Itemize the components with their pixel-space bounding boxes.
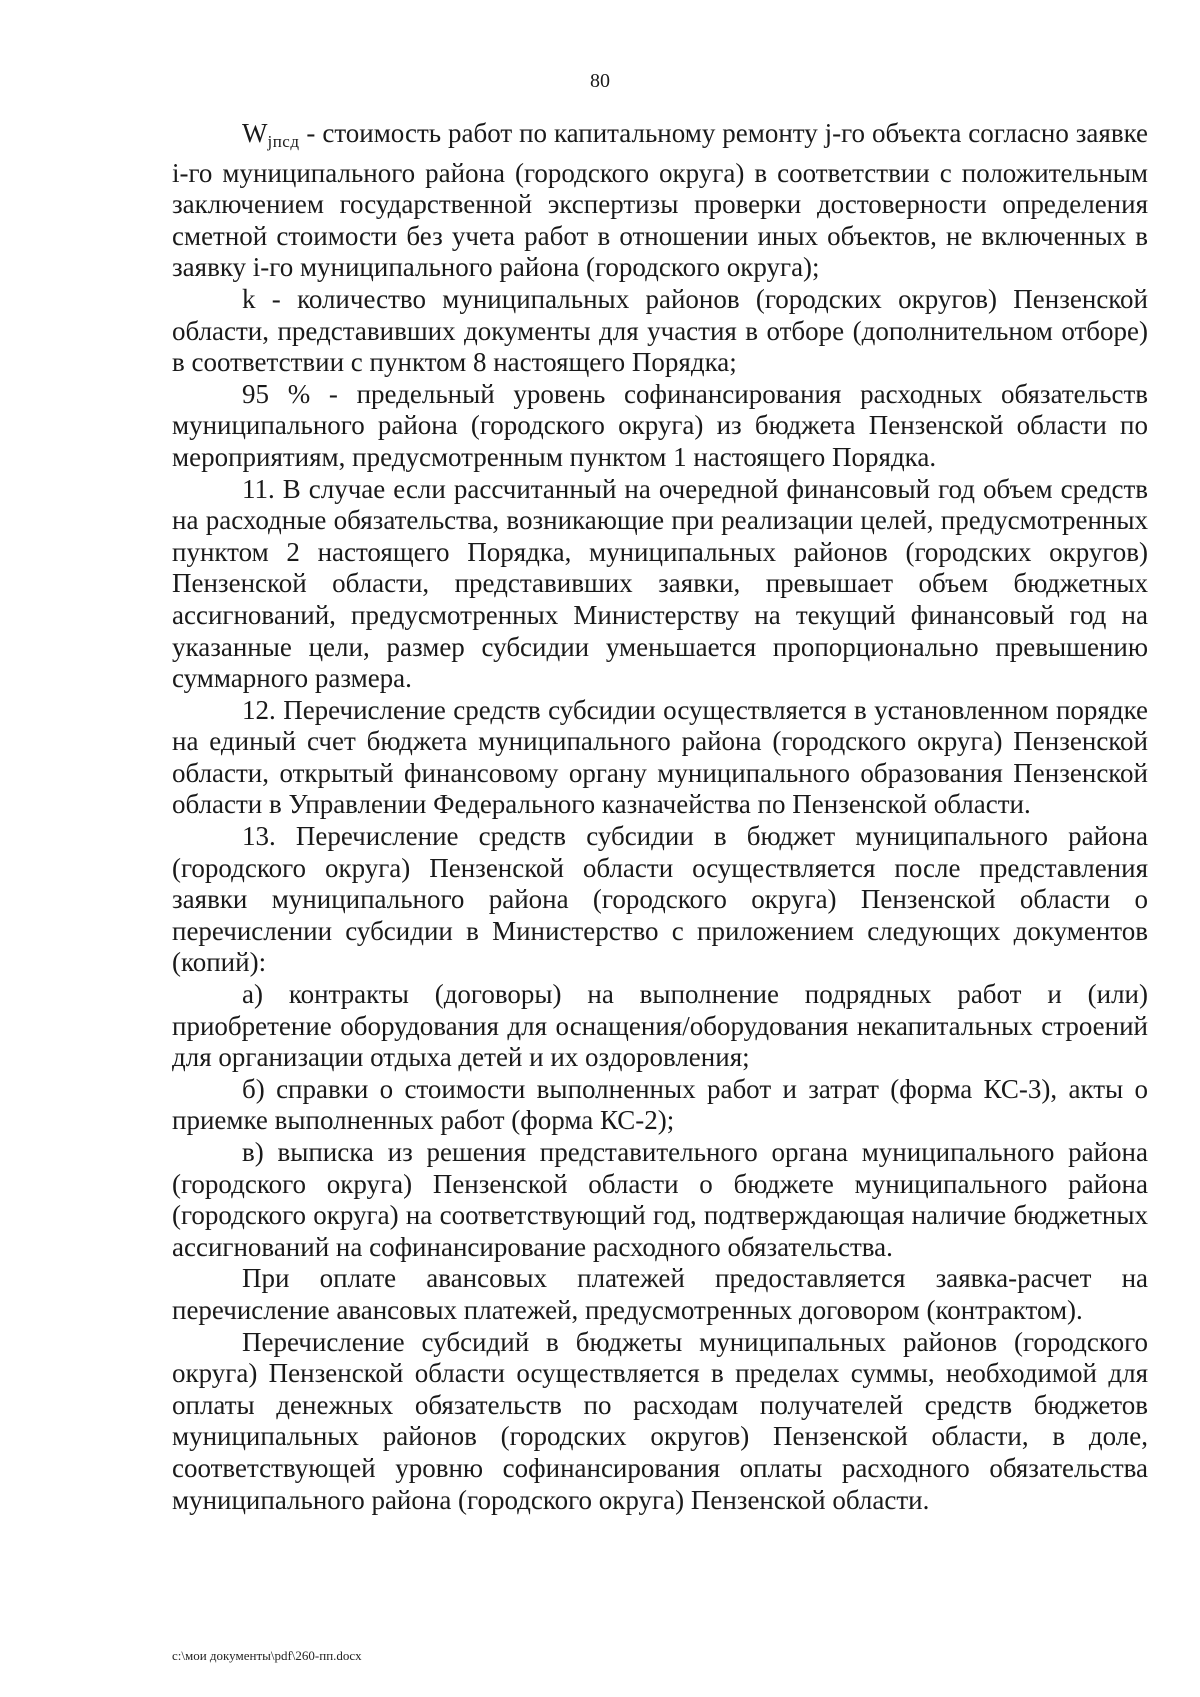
footer-file-path: c:\мои документы\pdf\260-пп.docx <box>172 1648 362 1663</box>
paragraph-k-definition: k - количество муниципальных районов (городских округов) Пензенской области, представивших документы для участия в отборе (дополнительном отборе) в соответствии с пунктом 8 настоящего Порядка; <box>172 283 1148 378</box>
formula-symbol: $W_{jпсд}$ <box>242 118 300 151</box>
page-number: 80 <box>590 70 610 92</box>
list-item-a: а) контракты (договоры) на выполнение подрядных работ и (или) приобретение оборудования для оснащения/оборудования некапитальных строений для организации отдыха детей и их оздоровления; <box>172 979 1148 1073</box>
paragraph-clause-11: 11. В случае если рассчитанный на очередной финансовый год объем средств на расходные обязательства, возникающие при реализации целей, предусмотренных пунктом 2 настоящего Порядка, муниципальных районов (городских округов) Пензенской области, представивших заявки, превышает объем бюджетных ассигнований, предусмотренных Министерству на текущий финансовый год на указанные цели, размер субсидии уменьшается пропорционально превышению суммарного размера. <box>172 473 1148 694</box>
paragraph-advance-payments: При оплате авансовых платежей предоставляется заявка-расчет на перечисление авансовых платежей, предусмотренных договором (контрактом). <box>172 1263 1148 1325</box>
formula-subscript: jпсд <box>267 132 300 151</box>
paragraph-95-definition: 95 % - предельный уровень софинансирования расходных обязательств муниципального района (городского округа) из бюджета Пензенской области по мероприятиям, предусмотренным пунктом 1 настоящего Порядка. <box>172 378 1148 472</box>
paragraph-subsidy-transfer: Перечисление субсидий в бюджеты муниципальных районов (городского округа) Пензенской области осуществляется в пределах суммы, необходимой для оплаты денежных обязательств по расходам получателей средств бюджетов муниципальных районов (городских округов) Пензенской области, в доле, соответствующей уровню софинансирования оплаты расходного обязательства муниципального района (городского округа) Пензенской области. <box>172 1326 1148 1515</box>
paragraph-wjpsd-definition: $W_{jпсд}$ - стоимость работ по капитальному ремонту j-го объекта согласно заявке i-го муниципального района (городского округа) в соответствии с положительным заключением государственной экспертизы проверки достоверности определения сметной стоимости без учета работ в отношении иных объектов, не включенных в заявку i-го муниципального района (городского округа); <box>172 118 1148 283</box>
list-item-b: б) справки о стоимости выполненных работ и затрат (форма КС-3), акты о приемке выполненных работ (форма КС-2); <box>172 1073 1148 1136</box>
paragraph-clause-13: 13. Перечисление средств субсидии в бюджет муниципального района (городского округа) Пензенской области осуществляется после представления заявки муниципального района (городского округа) Пензенской области о перечислении субсидии в Министерство с приложением следующих документов (копий): <box>172 821 1148 978</box>
paragraph-clause-12: 12. Перечисление средств субсидии осуществляется в установленном порядке на единый счет бюджета муниципального района (городского округа) Пензенской области, открытый финансовому органу муниципального образования Пензенской области в Управлении Федерального казначейства по Пензенской области. <box>172 694 1148 820</box>
list-item-v: в) выписка из решения представительного органа муниципального района (городского округа) Пензенской области о бюджете муниципального района (городского округа) на соответствующий год, подтверждающая наличие бюджетных ассигнований на софинансирование расходного обязательства. <box>172 1137 1148 1262</box>
document-body <box>172 118 1148 1516</box>
